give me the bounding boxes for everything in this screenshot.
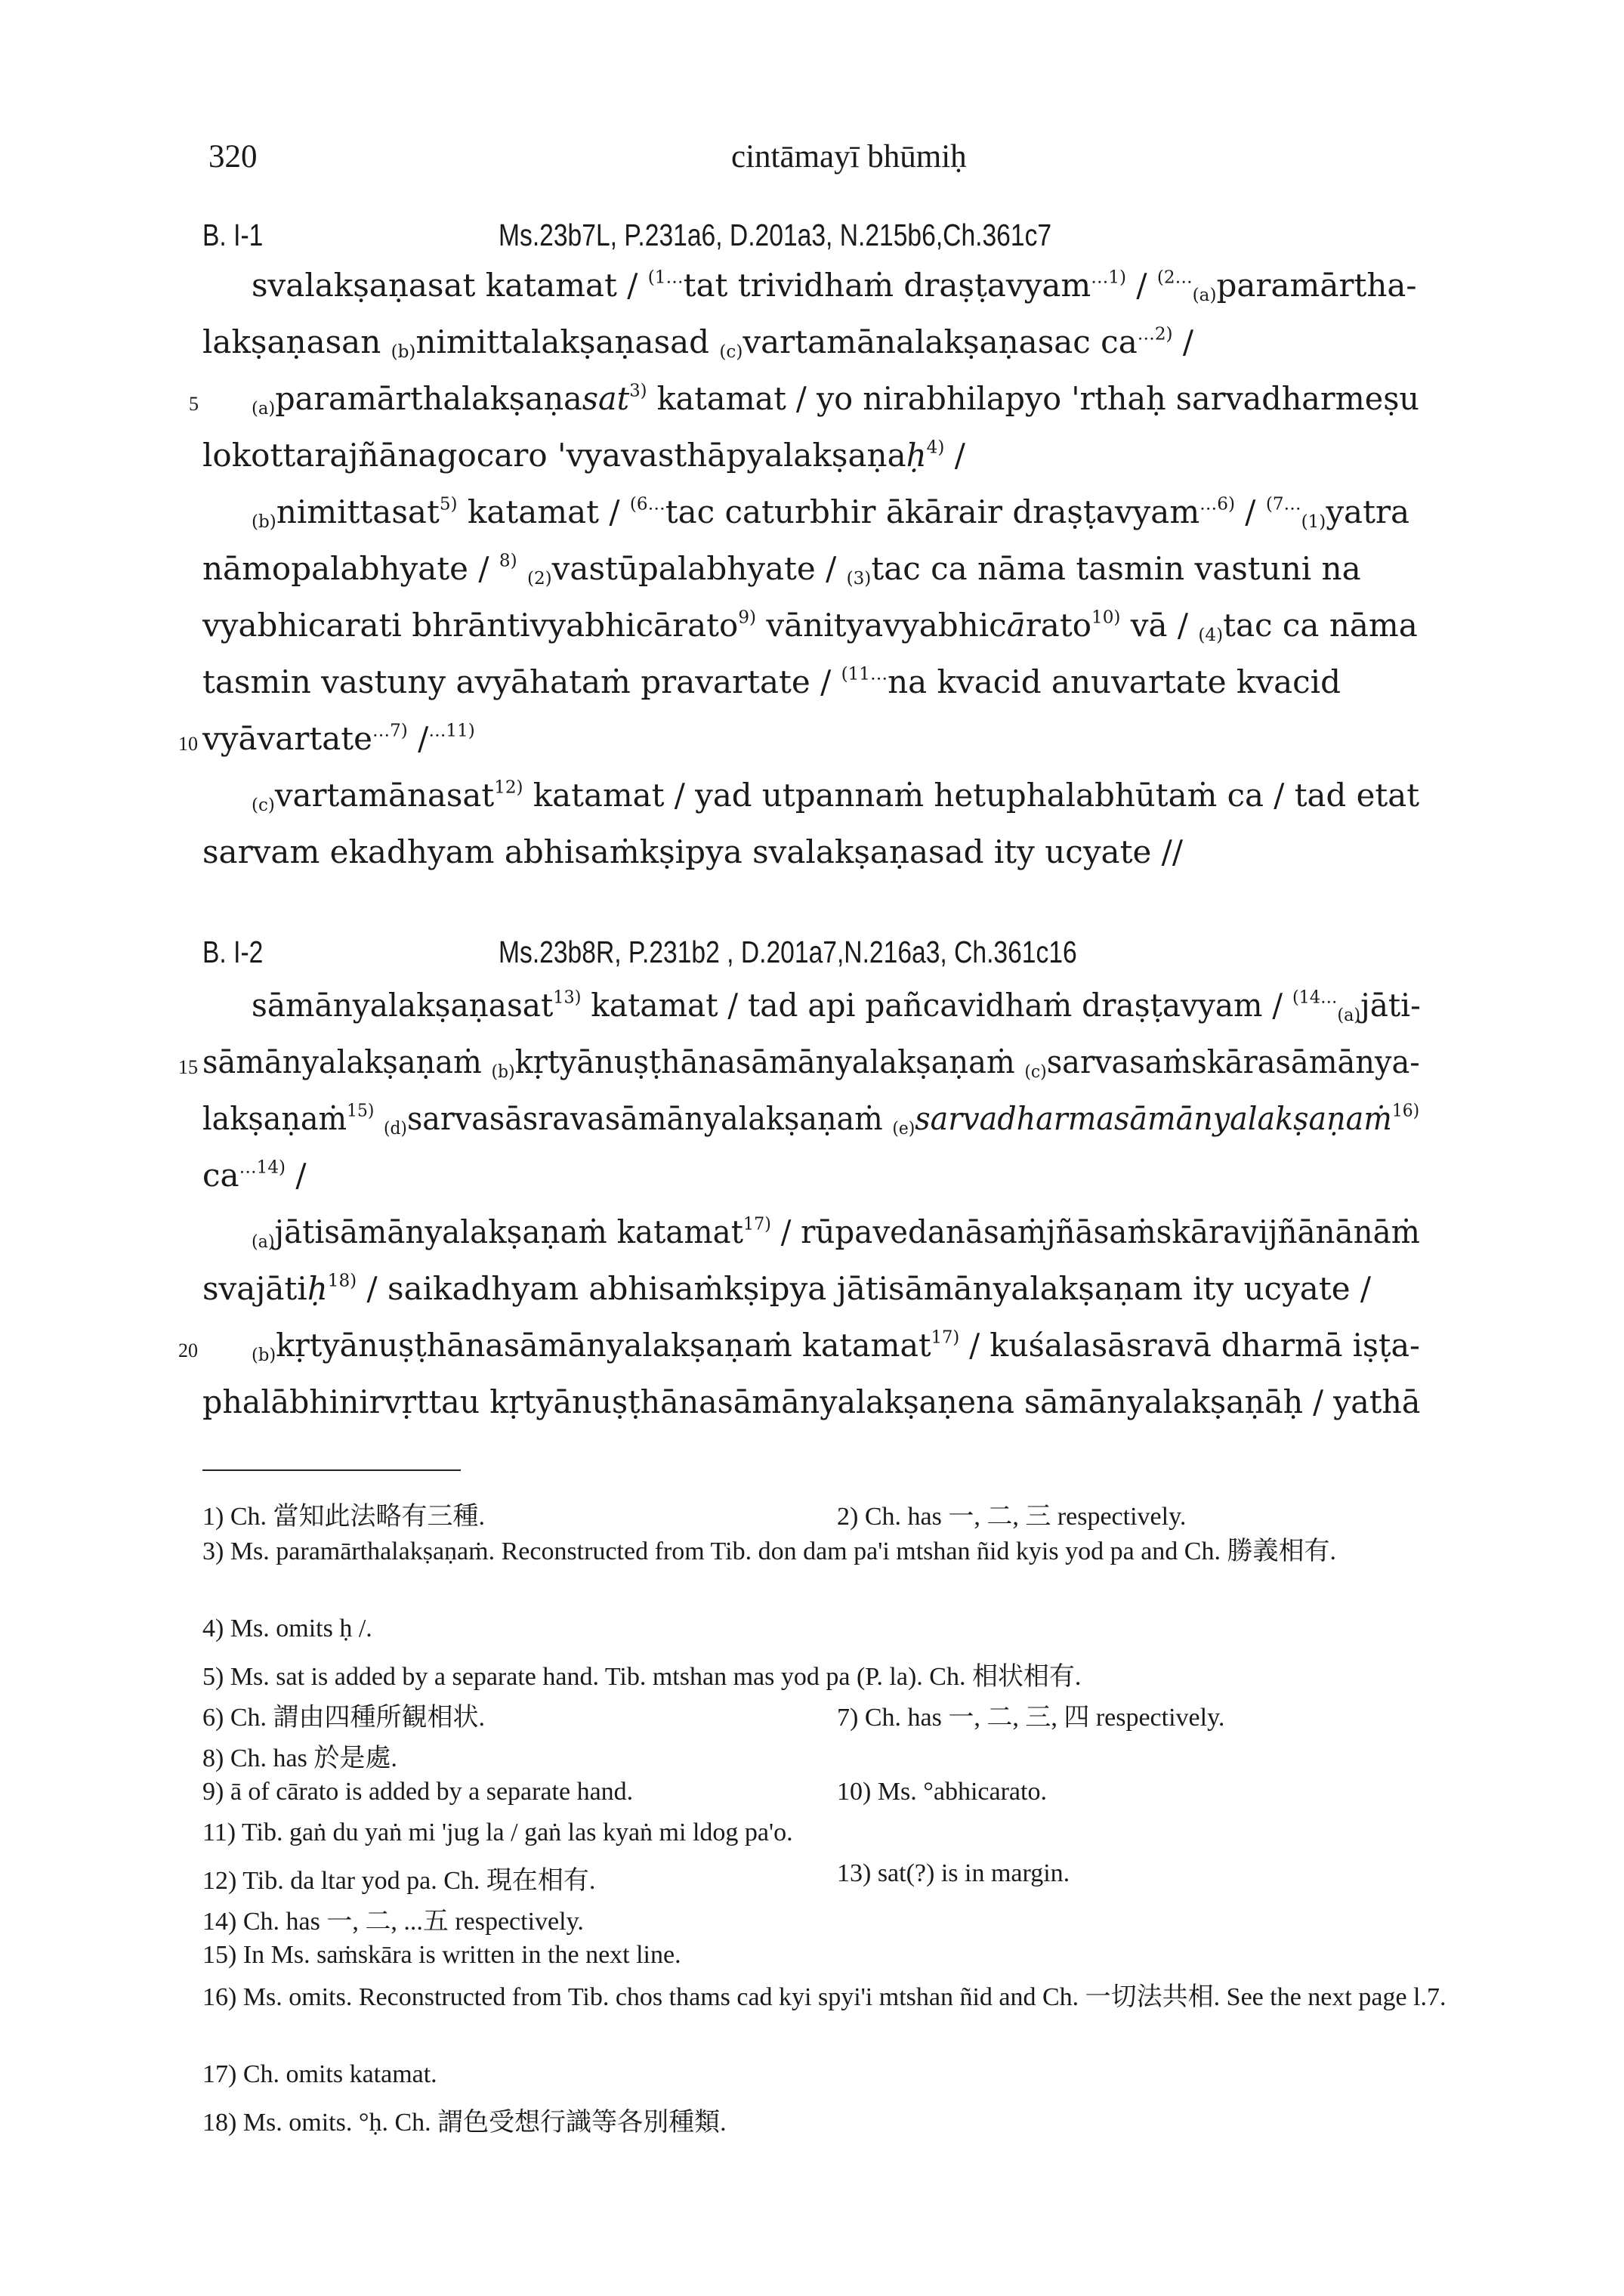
footnote: 11) Tib. gaṅ du yaṅ mi 'jug la / gaṅ las kyaṅ mi ldog pa'o. — [202, 1819, 793, 1846]
text-line: lakṣaṇaṁ$^{15)}$ $_{(d)}$sarvasāsravasāmānyalakṣaṇaṁ $_{(e)}$sarvadharmasāmānyalakṣaṇaṁ$^{16)}$ — [202, 1100, 1420, 1139]
section-label: B. I-1 — [202, 218, 264, 252]
footnote: 15) In Ms. saṁskāra is written in the next line. — [202, 1941, 681, 1969]
section-refs: Ms.23b8R, P.231b2 , D.201a7,N.216a3, Ch.361c16 — [499, 935, 1077, 969]
footnote-rule — [202, 1469, 461, 1471]
text-line: $_{(b)}$nimittasat$^{5)}$ katamat / $^{(6\dots}$tac caturbhir ākārair draṣṭavyam$^{\dots 6)}$ / $^{(7\dots}_{(1)}$yatra — [252, 493, 1410, 532]
footnote: 14) Ch. has 一, 二, ...五 respectively. — [202, 1908, 584, 1936]
footnote: 4) Ms. omits ḥ /. — [202, 1615, 372, 1642]
section-refs: Ms.23b7L, P.231a6, D.201a3, N.215b6,Ch.361c7 — [499, 218, 1052, 252]
footnote: 9) ā of cārato is added by a separate hand. — [202, 1778, 634, 1806]
footnote: 7) Ch. has 一, 二, 三, 四 respectively. — [837, 1704, 1225, 1732]
text-line: $_{(a)}$paramārthalakṣaṇasat$^{3)}$ katamat / yo nirabhilapyo 'rthaḥ sarvadharmeṣu — [252, 380, 1419, 419]
text-line: vyāvartate$^{\dots 7)}$ /$^{\dots 11)}$ — [202, 720, 475, 757]
footnote: 3) Ms. paramārthalakṣaṇaṁ. Reconstructed from Tib. don dam pa'i mtshan ñid kyis yod pa and Ch. 勝義相有. — [202, 1537, 1336, 1565]
text-line: svalakṣaṇasat katamat / $^{(1\dots}$tat trividhaṁ draṣṭavyam$^{\dots 1)}$ / $^{(2\dots}_{(a)}$paramārtha- — [252, 267, 1417, 305]
footnote: 2) Ch. has 一, 二, 三 respectively. — [837, 1503, 1187, 1531]
line-number: 10 — [178, 733, 198, 755]
footnote: 6) Ch. 謂由四種所観相状. — [202, 1704, 485, 1732]
text-line: $_{(c)}$vartamānasat$^{12)}$ katamat / yad utpannaṁ hetuphalabhūtaṁ ca / tad etat — [252, 777, 1420, 815]
text-line: $_{(a)}$jātisāmānyalakṣaṇaṁ katamat$^{17)}$ / rūpavedanāsaṁjñāsaṁskāravijñānānāṁ — [252, 1213, 1420, 1252]
text-line: tasmin vastuny avyāhataṁ pravartate / $^{(11\dots}$na kvacid anuvartate kvacid — [202, 663, 1341, 700]
footnote: 12) Tib. da ltar yod pa. Ch. 現在相有. — [202, 1867, 596, 1895]
running-title: cintāmayī bhūmiḥ — [731, 139, 967, 175]
footnote: 10) Ms. °abhicarato. — [837, 1778, 1047, 1806]
footnote: 16) Ms. omits. Reconstructed from Tib. chos thams cad kyi spyi'i mtshan ñid and Ch. 一切法共相. See the next page l.7. — [202, 1983, 1446, 2011]
line-number: 15 — [178, 1056, 198, 1078]
footnote: 1) Ch. 當知此法略有三種. — [202, 1503, 485, 1531]
line-number: 20 — [178, 1340, 198, 1361]
footnote: 18) Ms. omits. °ḥ. Ch. 謂色受想行識等各別種類. — [202, 2109, 727, 2137]
page-number: 320 — [208, 139, 258, 175]
footnote: 13) sat(?) is in margin. — [837, 1859, 1070, 1887]
text-line: $ca^{\dots 14)}$ / — [202, 1157, 307, 1194]
text-line: sāmānyalakṣaṇaṁ $_{(b)}$kṛtyānuṣṭhānasāmānyalakṣaṇaṁ $_{(c)}$sarvasaṁskārasāmānya- — [202, 1043, 1420, 1082]
text-line: svajātiḥ$^{18)}$ / saikadhyam abhisaṁkṣipya jātisāmānyalakṣaṇam ity ucyate / — [202, 1270, 1372, 1307]
section-label: B. I-2 — [202, 935, 264, 969]
footnote: 8) Ch. has 於是處. — [202, 1744, 397, 1772]
footnote: 5) Ms. sat is added by a separate hand. Tib. mtshan mas yod pa (P. la). Ch. 相状相有. — [202, 1663, 1082, 1691]
text-line: vyabhicarati bhrāntivyabhicārato$^{9)}$ vānityavyabhicārato$^{10)}$ vā / $_{(4)}$tac ca nāma — [202, 607, 1418, 645]
text-line: nāmopalabhyate / $^{8)}$ $_{(2)}$vastūpalabhyate / $_{(3)}$tac ca nāma tasmin vastuni na — [202, 550, 1361, 589]
text-line: phalābhinirvṛttau kṛtyānuṣṭhānasāmānyalakṣaṇena sāmānyalakṣaṇāḥ / yathā — [202, 1383, 1421, 1420]
text-line: lakṣaṇasan $_{(b)}$nimittalakṣaṇasad $_{(c)}$vartamānalakṣaṇasac $ca^{\dots 2)}$ / — [202, 323, 1194, 362]
text-line: lokottarajñānagocaro 'vyavasthāpyalakṣaṇaḥ$^{4)}$ / — [202, 437, 965, 474]
line-number: 5 — [189, 393, 199, 415]
text-line: $_{(b)}$kṛtyānuṣṭhānasāmānyalakṣaṇaṁ katamat$^{17)}$ / kuśalasāsravā dharmā iṣṭa- — [252, 1327, 1420, 1365]
text-line: sāmānyalakṣaṇasat$^{13)}$ katamat / tad api pañcavidhaṁ draṣṭavyam / $^{(14\dots}_{(a)}$jāti- — [252, 987, 1421, 1025]
text-line: sarvam ekadhyam abhisaṁkṣipya svalakṣaṇasad ity ucyate // — [202, 833, 1183, 870]
footnote: 17) Ch. omits katamat. — [202, 2060, 437, 2088]
